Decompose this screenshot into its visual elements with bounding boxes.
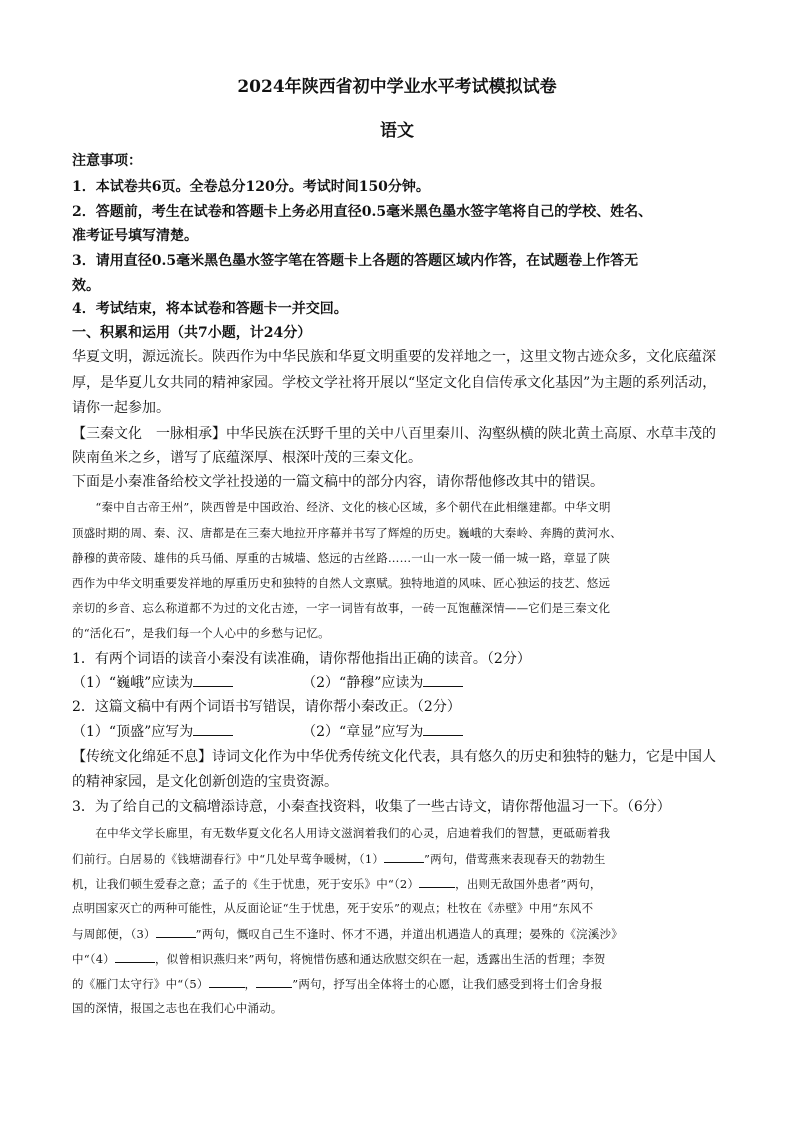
- draft-line: 静穆的黄帝陵、雄伟的兵马俑、厚重的古城墙、悠远的古丝路……一山一水一陵一俑一城一路，章显了陕: [72, 551, 611, 565]
- answer-blank[interactable]: [193, 674, 233, 687]
- answer-blank[interactable]: [156, 925, 196, 938]
- q2-a-label: （1）“顶盛”应写为: [72, 724, 194, 740]
- q3-passage-line: [72, 925, 732, 942]
- notice-item: 效。: [72, 278, 100, 294]
- exam-title: 2024年陕西省初中学业水平考试模拟试卷: [237, 77, 557, 97]
- notice-item: 4．考试结束，将本试卷和答题卡一并交回。: [72, 301, 348, 317]
- part1-line: 【三秦文化 一脉相承】中华民族在沃野千里的关中八百里秦川、沟壑纵横的陕北黄土高原、水草丰茂的: [72, 426, 716, 442]
- draft-line: 亲切的乡音、忘么称道都不为过的文化古迹，一字一词皆有故事，一砖一瓦饱蘸深情——它们是三秦文化: [72, 601, 611, 615]
- passage-text: 机，让我们顿生爱春之意；孟子的《生于忧患，死于安乐》中“（2）: [72, 877, 420, 891]
- answer-blank[interactable]: [256, 975, 292, 988]
- draft-line: 顶盛时期的周、秦、汉、唐都是在三秦大地拉开序幕并书写了辉煌的历史。巍峨的大秦岭、奔腾的黄河水、: [72, 526, 622, 540]
- notice-item: 准考证号填写清楚。: [72, 228, 198, 244]
- q2-stem: 2．这篇文稿中有两个词语书写错误，请你帮小秦改正。（2分）: [72, 699, 461, 715]
- part1-line: 下面是小秦准备给校文学社投递的一篇文稿中的部分内容，请你帮他修改其中的错误。: [72, 474, 604, 490]
- q3-passage-line: [72, 825, 732, 841]
- draft-line: “秦中自古帝王州”，陕西曾是中国政治、经济、文化的核心区域，多个朝代在此相继建都。中华文明: [72, 500, 611, 514]
- q3-passage-line: [72, 1000, 732, 1016]
- passage-text: 点明国家灭亡的两种可能性，从反面论证“生于忧患，死于安乐”的观点；杜牧在《赤壁》中用“东风不: [72, 901, 594, 915]
- answer-blank[interactable]: [419, 875, 455, 888]
- notice-item: 1．本试卷共6页。全卷总分120分。考试时间150分钟。: [72, 179, 430, 195]
- intro-line: 厚，是华夏儿女共同的精神家园。学校文学社将开展以“坚定文化自信传承文化基因”为主题的系列活动，: [72, 375, 717, 391]
- passage-text: ，出则无敌国外患者”两句，: [455, 877, 602, 891]
- answer-blank[interactable]: [209, 975, 245, 988]
- q1-a-label: （1）“巍峨”应读为: [72, 675, 194, 691]
- passage-text: 在中华文学长廊里，有无数华夏文化名人用诗文滋润着我们的心灵，启迪着我们的智慧，更砥砺着我: [72, 826, 611, 840]
- passage-text: ”两句，抒写出全体将士的心愿，让我们感受到将士们舍身报: [292, 977, 603, 991]
- q3-passage-line: [72, 850, 732, 867]
- passage-text: 们前行。白居易的《钱塘湖春行》中“几处早莺争暖树，（1）: [72, 852, 385, 866]
- q1-answers: [72, 672, 732, 692]
- q2-answers: [72, 721, 732, 741]
- q3-stem: 3．为了给自己的文稿增添诗意，小秦查找资料，收集了一些古诗文，请你帮他温习一下。（6分）: [72, 799, 671, 815]
- q3-passage-line: [72, 875, 732, 892]
- q3-passage-line: [72, 950, 732, 967]
- q3-passage-line: [72, 900, 732, 916]
- notice-heading: 注意事项：: [72, 153, 142, 169]
- notice-item: 2．答题前，考生在试卷和答题卡上务必用直径0.5毫米黑色墨水签字笔将自己的学校、姓名、: [72, 204, 653, 220]
- intro-line: 请你一起参加。: [72, 400, 170, 416]
- passage-text: ，似曾相识燕归来”两句，将惋惜伤感和通达欣慰交织在一起，透露出生活的哲理；李贺: [154, 952, 606, 966]
- passage-text: ”两句，借莺燕来表现春天的勃勃生: [424, 852, 606, 866]
- answer-blank[interactable]: [423, 674, 463, 687]
- passage-text: 中“（4）: [72, 952, 115, 966]
- answer-blank[interactable]: [384, 850, 424, 863]
- part1-line: 陕南鱼米之乡，谱写了底蕴深厚、根深叶茂的三秦文化。: [72, 450, 422, 466]
- passage-text: 国的深情，报国之志也在我们心中涌动。: [72, 1001, 283, 1015]
- part2-line: 【传统文化绵延不息】诗词文化作为中华优秀传统文化代表，具有悠久的历史和独特的魅力，它是中国人: [72, 749, 716, 765]
- q1-stem: 1．有两个词语的读音小秦没有读准确，请你帮他指出正确的读音。（2分）: [72, 651, 531, 667]
- answer-blank[interactable]: [193, 723, 233, 736]
- passage-text: ”两句，慨叹自己生不逢时、怀才不遇，并道出机遇造人的真理；晏殊的《浣溪沙》: [195, 927, 623, 941]
- passage-text: 的《雁门太守行》中“（5）: [72, 977, 209, 991]
- answer-blank[interactable]: [115, 950, 155, 963]
- q3-passage-line: [72, 975, 732, 992]
- q2-b-label: （2）“章显”应写为: [302, 724, 424, 740]
- part2-line: 的精神家园，是文化创新创造的宝贵资源。: [72, 774, 338, 790]
- draft-line: 的“活化石”，是我们每一个人心中的乡愁与记忆。: [72, 626, 330, 640]
- subject-title: 语文: [380, 121, 414, 141]
- passage-text: ，: [244, 977, 257, 991]
- passage-text: 与周郎便，（3）: [72, 927, 156, 941]
- section-heading: 一、积累和运用（共7小题，计24分）: [72, 325, 312, 341]
- intro-line: 华夏文明，源远流长。陕西作为中华民族和华夏文明重要的发祥地之一，这里文物古迹众多，文化底蕴深: [72, 349, 716, 365]
- notice-item: 3．请用直径0.5毫米黑色墨水签字笔在答题卡上各题的答题区域内作答，在试题卷上作答无: [72, 253, 639, 269]
- draft-line: 西作为中华文明重要发祥地的厚重历史和独特的自然人文禀赋。独特地道的风味、匠心独运的技艺、悠远: [72, 576, 611, 590]
- q1-b-label: （2）“静穆”应读为: [302, 675, 424, 691]
- answer-blank[interactable]: [423, 723, 463, 736]
